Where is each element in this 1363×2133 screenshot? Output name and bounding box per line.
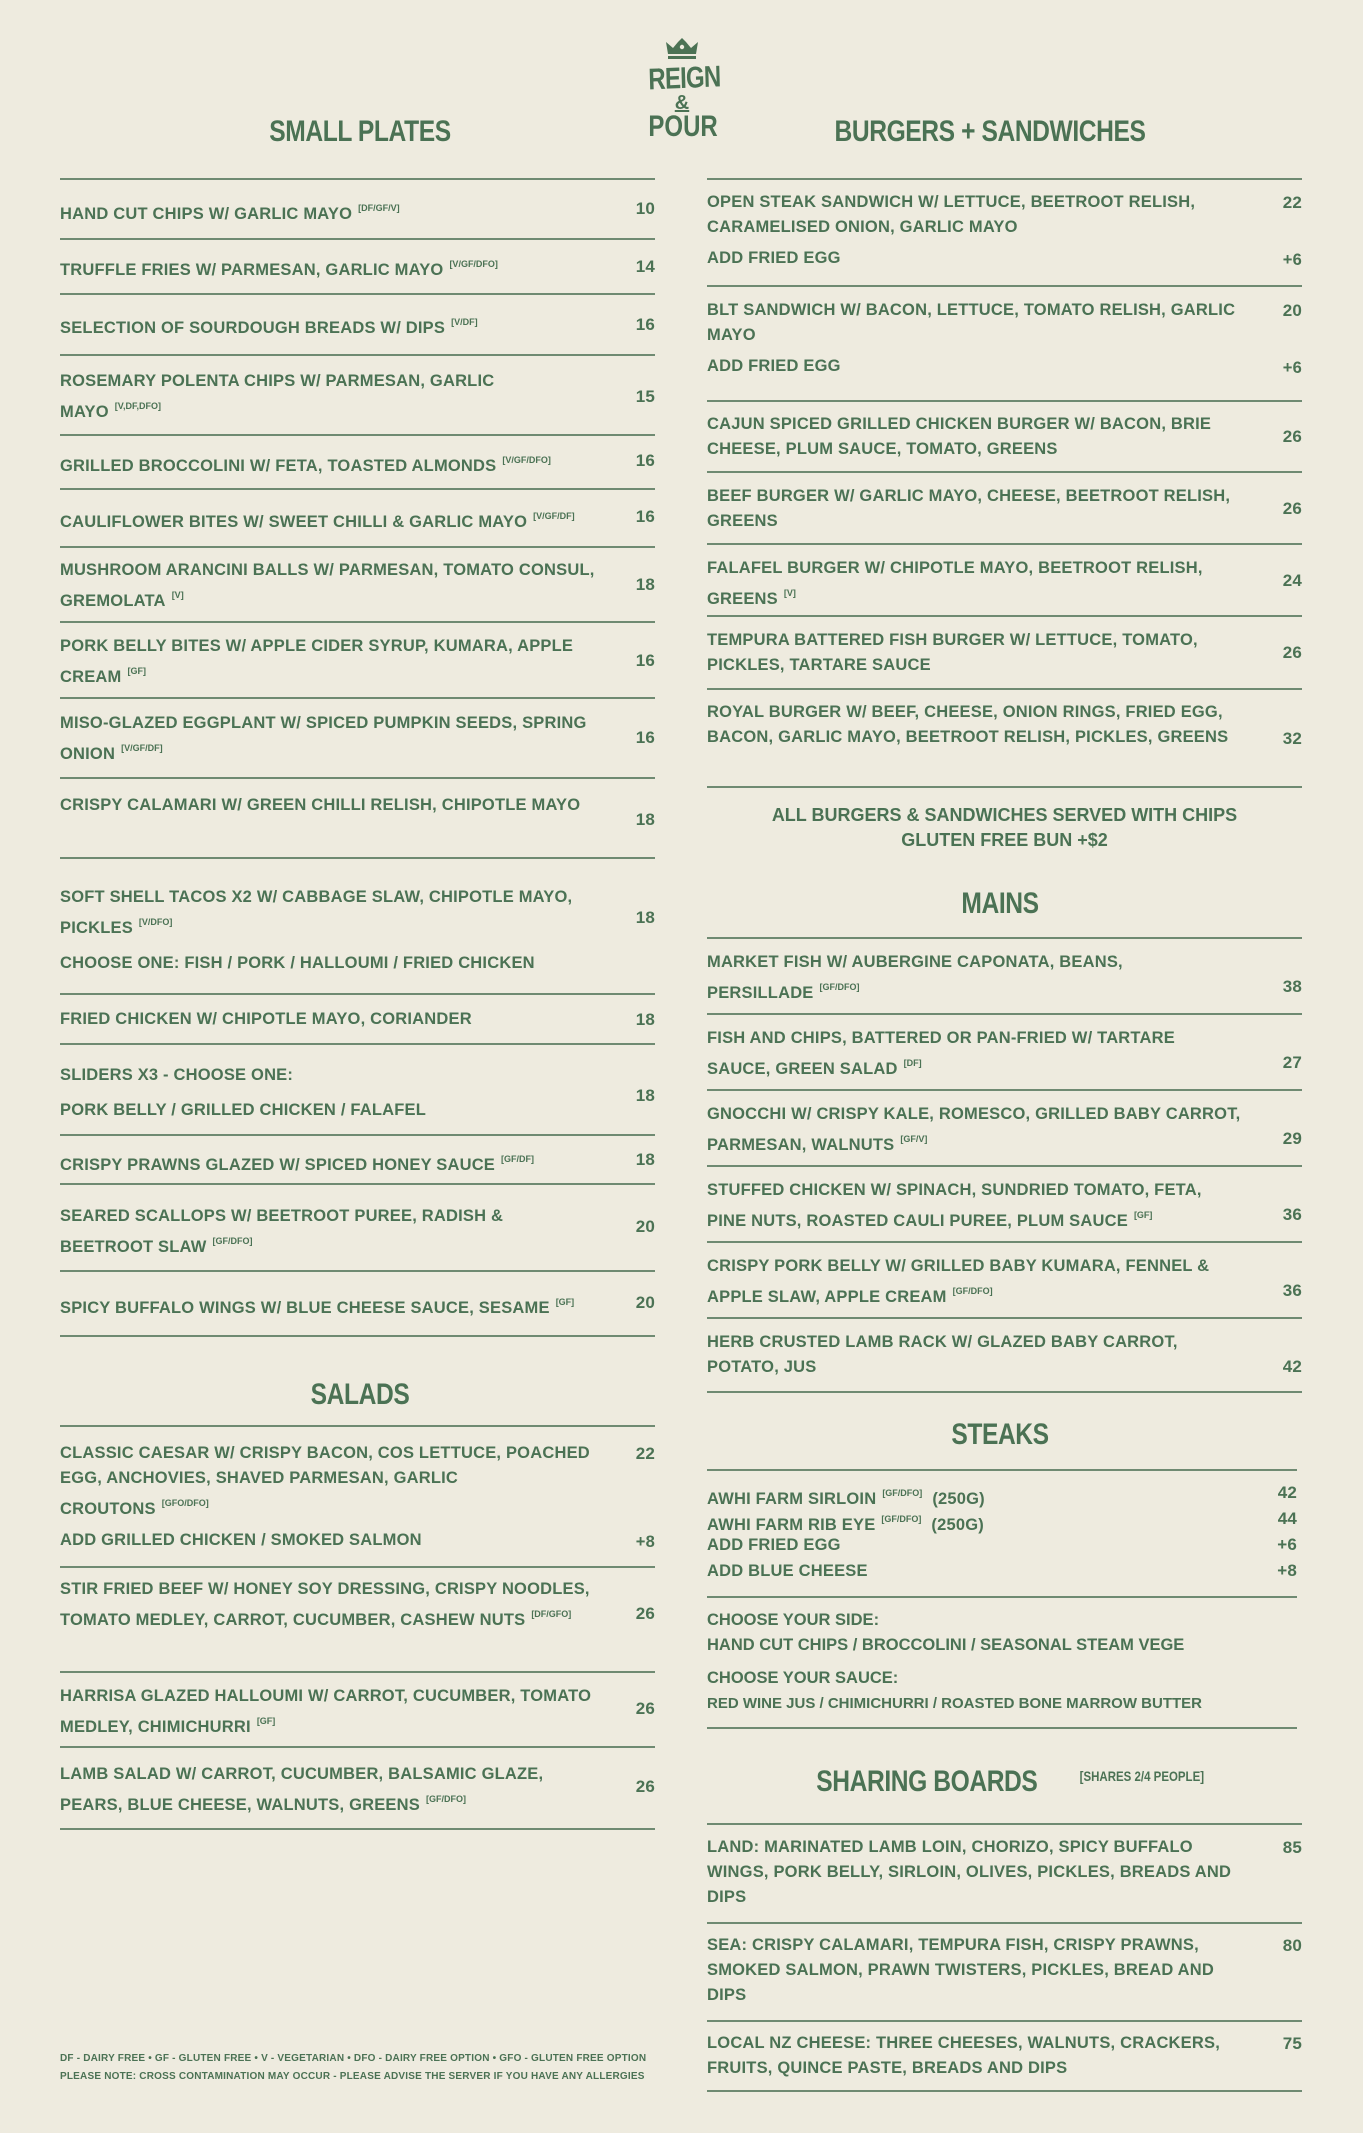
dietary-tag: [V/GF/DFO] bbox=[502, 455, 551, 465]
item-price: 32 bbox=[1282, 729, 1302, 748]
section-title-mains: MAINS bbox=[961, 887, 1039, 920]
side-options: HAND CUT CHIPS / BROCCOLINI / SEASONAL STEAM VEGE bbox=[707, 1636, 1185, 1654]
item-name: SLIDERS X3 - CHOOSE ONE: bbox=[60, 1066, 294, 1084]
item-name: TEMPURA BATTERED FISH BURGER W/ LETTUCE, TOMATO, PICKLES, TARTARE SAUCE bbox=[707, 631, 1198, 674]
item-name: SEARED SCALLOPS W/ BEETROOT PUREE, RADISH & BEETROOT SLAW [GF/DFO] bbox=[60, 1207, 504, 1256]
item-price: 15 bbox=[635, 387, 655, 406]
dietary-tag: [GF/DFO] bbox=[819, 982, 860, 992]
item-name: CAJUN SPICED GRILLED CHICKEN BURGER W/ BACON, BRIE CHEESE, PLUM SAUCE, TOMATO, GREENS bbox=[707, 415, 1212, 458]
menu-item bbox=[60, 310, 655, 341]
item-name: TRUFFLE FRIES W/ PARMESAN, GARLIC MAYO [V/GF/DFO] bbox=[60, 259, 498, 279]
menu-item bbox=[707, 1178, 1302, 1234]
sauce-label: CHOOSE YOUR SAUCE: bbox=[707, 1669, 899, 1687]
menu-item bbox=[60, 196, 655, 227]
burgers-note bbox=[707, 803, 1302, 853]
divider bbox=[60, 1134, 655, 1136]
item-name: FRIED CHICKEN W/ CHIPOTLE MAYO, CORIANDER bbox=[60, 1010, 472, 1028]
divider bbox=[60, 238, 655, 240]
item-price: 27 bbox=[1282, 1053, 1302, 1072]
item-name: CLASSIC CAESAR W/ CRISPY BACON, COS LETTUCE, POACHED EGG, ANCHOVIES, SHAVED PARMESAN, GARLIC CROUTONS [GFO/DFO] bbox=[60, 1444, 590, 1518]
item-price: 18 bbox=[635, 1086, 655, 1105]
item-price: 75 bbox=[1282, 2034, 1302, 2053]
item-price: 26 bbox=[635, 1699, 655, 1718]
menu-item bbox=[707, 1933, 1302, 2008]
menu-item bbox=[60, 711, 655, 767]
divider bbox=[60, 293, 655, 295]
item-weight: (250G) bbox=[931, 1516, 984, 1534]
section-title-steaks: STEAKS bbox=[951, 1418, 1049, 1451]
divider bbox=[707, 1165, 1302, 1167]
brand-name-line1: REIGN bbox=[647, 60, 721, 97]
brand-name-line2: POUR bbox=[648, 110, 718, 143]
addon-price: +6 bbox=[1282, 359, 1302, 377]
dietary-tag: [DF] bbox=[903, 1058, 922, 1068]
sharing-subtitle: [SHARES 2/4 PEOPLE] bbox=[1079, 1768, 1204, 1784]
item-name: CAULIFLOWER BITES W/ SWEET CHILLI & GARLIC MAYO [V/GF/DF] bbox=[60, 511, 575, 531]
menu-item bbox=[60, 1441, 655, 1553]
item-price: 80 bbox=[1282, 1936, 1302, 1955]
menu-item bbox=[60, 1063, 655, 1123]
menu-item bbox=[60, 1290, 655, 1321]
menu-item bbox=[707, 484, 1302, 534]
item-price: 26 bbox=[635, 1777, 655, 1796]
dietary-tag: [GF/V] bbox=[900, 1134, 928, 1144]
item-name: SOFT SHELL TACOS X2 W/ CABBAGE SLAW, CHIPOTLE MAYO, PICKLES [V/DFO] bbox=[60, 888, 573, 937]
item-price: 16 bbox=[635, 451, 655, 470]
dietary-tag: [V/GF/DF] bbox=[121, 743, 163, 753]
item-name: HARRISA GLAZED HALLOUMI W/ CARROT, CUCUMBER, TOMATO MEDLEY, CHIMICHURRI [GF] bbox=[60, 1687, 592, 1736]
dietary-tag: [GF/DFO] bbox=[882, 1488, 923, 1498]
item-name: CRISPY CALAMARI W/ GREEN CHILLI RELISH, CHIPOTLE MAYO bbox=[60, 796, 581, 814]
item-name: MISO-GLAZED EGGPLANT W/ SPICED PUMPKIN SEEDS, SPRING ONION [V/GF/DF] bbox=[60, 714, 587, 763]
divider bbox=[60, 993, 655, 995]
dietary-tag: [GF/DFO] bbox=[425, 1794, 466, 1804]
item-name: LAMB SALAD W/ CARROT, CUCUMBER, BALSAMIC GLAZE, PEARS, BLUE CHEESE, WALNUTS, GREENS [GF/DFO] bbox=[60, 1765, 544, 1814]
item-name: FALAFEL BURGER W/ CHIPOTLE MAYO, BEETROOT RELISH, GREENS [V] bbox=[707, 559, 1203, 608]
dietary-tag: [GFO/DFO] bbox=[161, 1498, 209, 1508]
divider bbox=[707, 285, 1302, 287]
item-addon bbox=[707, 354, 1302, 379]
menu-item bbox=[60, 252, 655, 283]
sauce-options: RED WINE JUS / CHIMICHURRI / ROASTED BONE MARROW BUTTER bbox=[707, 1695, 1202, 1712]
item-price: 10 bbox=[635, 199, 655, 218]
addon-price: +8 bbox=[635, 1533, 655, 1551]
divider bbox=[707, 2090, 1302, 2092]
item-options: PORK BELLY / GRILLED CHICKEN / FALAFEL bbox=[60, 1101, 427, 1119]
dietary-tag: [GF] bbox=[1133, 1210, 1153, 1220]
addon-name: ADD GRILLED CHICKEN / SMOKED SALMON bbox=[60, 1531, 422, 1549]
item-price: 36 bbox=[1282, 1205, 1302, 1224]
item-name: SEA: CRISPY CALAMARI, TEMPURA FISH, CRISPY PRAWNS, SMOKED SALMON, PRAWN TWISTERS, PICKLES, BREAD AND DIPS bbox=[707, 1936, 1214, 2004]
item-name: ADD BLUE CHEESE bbox=[707, 1562, 868, 1580]
item-weight: (250G) bbox=[932, 1490, 985, 1508]
item-price: 16 bbox=[635, 728, 655, 747]
item-price: 18 bbox=[635, 575, 655, 594]
divider bbox=[707, 1922, 1302, 1924]
section-title-small-plates: SMALL PLATES bbox=[269, 115, 451, 148]
divider bbox=[707, 786, 1302, 788]
item-options: CHOOSE ONE: FISH / PORK / HALLOUMI / FRIED CHICKEN bbox=[60, 954, 535, 972]
divider bbox=[707, 1469, 1297, 1471]
dietary-tag: [GF/DFO] bbox=[952, 1286, 993, 1296]
divider bbox=[707, 1596, 1297, 1598]
dietary-tag: [V/GF/DFO] bbox=[449, 259, 498, 269]
addon-price: +6 bbox=[1282, 251, 1302, 269]
divider bbox=[60, 1671, 655, 1673]
menu-item bbox=[707, 950, 1302, 1006]
menu-item bbox=[707, 628, 1302, 678]
dietary-tag: [V,DF,DFO] bbox=[114, 401, 161, 411]
item-price: 44 bbox=[1277, 1509, 1297, 1528]
item-price: 20 bbox=[635, 1217, 655, 1236]
menu-item bbox=[707, 556, 1302, 612]
item-name: LAND: MARINATED LAMB LOIN, CHORIZO, SPICY BUFFALO WINGS, PORK BELLY, SIRLOIN, OLIVES, PICKLES, BREADS AND DIPS bbox=[707, 1838, 1232, 1906]
item-name: HAND CUT CHIPS W/ GARLIC MAYO [DF/GF/V] bbox=[60, 203, 400, 223]
dietary-tag: [GF/DFO] bbox=[881, 1514, 922, 1524]
menu-item bbox=[707, 298, 1302, 379]
divider bbox=[60, 1566, 655, 1568]
item-name: CRISPY PRAWNS GLAZED W/ SPICED HONEY SAUCE [GF/DF] bbox=[60, 1154, 535, 1174]
dietary-tag: [V/DF] bbox=[451, 317, 478, 327]
menu-item bbox=[60, 1007, 655, 1032]
menu-item bbox=[60, 1577, 655, 1633]
item-price: 38 bbox=[1282, 977, 1302, 996]
item-price: 26 bbox=[635, 1604, 655, 1623]
divider bbox=[707, 1241, 1302, 1243]
item-price: +6 bbox=[1277, 1535, 1297, 1554]
section-title-burgers: BURGERS + SANDWICHES bbox=[834, 115, 1146, 148]
item-name: HERB CRUSTED LAMB RACK W/ GLAZED BABY CARROT, POTATO, JUS bbox=[707, 1333, 1178, 1376]
steak-item bbox=[707, 1532, 1297, 1558]
allergy-note: PLEASE NOTE: CROSS CONTAMINATION MAY OCCUR - PLEASE ADVISE THE SERVER IF YOU HAVE ANY ALLERGIES bbox=[60, 2071, 645, 2082]
divider bbox=[707, 1727, 1297, 1729]
item-price: 14 bbox=[635, 257, 655, 276]
divider bbox=[707, 471, 1302, 473]
item-price: 26 bbox=[1282, 499, 1302, 518]
burgers-note-line2: GLUTEN FREE BUN +$2 bbox=[901, 830, 1108, 850]
divider bbox=[60, 1746, 655, 1748]
item-price: 29 bbox=[1282, 1129, 1302, 1148]
dietary-tag: [V] bbox=[171, 590, 184, 600]
divider bbox=[707, 615, 1302, 617]
item-price: 20 bbox=[635, 1293, 655, 1312]
item-price: 16 bbox=[635, 651, 655, 670]
divider bbox=[60, 1270, 655, 1272]
menu-item bbox=[60, 1147, 655, 1178]
menu-item bbox=[707, 2031, 1302, 2081]
divider bbox=[60, 1425, 655, 1427]
side-label: CHOOSE YOUR SIDE: bbox=[707, 1611, 880, 1629]
divider bbox=[707, 400, 1302, 402]
divider bbox=[60, 621, 655, 623]
item-price: 26 bbox=[1282, 427, 1302, 446]
item-name: BEEF BURGER W/ GARLIC MAYO, CHEESE, BEETROOT RELISH, GREENS bbox=[707, 487, 1231, 530]
item-price: 24 bbox=[1282, 571, 1302, 590]
item-name: AWHI FARM RIB EYE bbox=[707, 1516, 876, 1534]
menu-item bbox=[707, 1835, 1302, 1910]
item-name: SELECTION OF SOURDOUGH BREADS W/ DIPS [V/DF] bbox=[60, 317, 478, 337]
menu-item bbox=[60, 1762, 655, 1818]
divider bbox=[60, 354, 655, 356]
divider bbox=[707, 1013, 1302, 1015]
crown-icon bbox=[664, 38, 700, 60]
item-addon bbox=[707, 246, 1302, 271]
section-title-salads: SALADS bbox=[310, 1378, 410, 1411]
item-name: PORK BELLY BITES W/ APPLE CIDER SYRUP, KUMARA, APPLE CREAM [GF] bbox=[60, 637, 574, 686]
item-price: 85 bbox=[1282, 1838, 1302, 1857]
divider bbox=[60, 434, 655, 436]
item-price: 18 bbox=[635, 1150, 655, 1169]
divider bbox=[60, 857, 655, 859]
divider bbox=[707, 1823, 1302, 1825]
item-price: 22 bbox=[1282, 193, 1302, 212]
item-name: STUFFED CHICKEN W/ SPINACH, SUNDRIED TOMATO, FETA, PINE NUTS, ROASTED CAULI PUREE, PLUM SAUCE [GF] bbox=[707, 1181, 1202, 1230]
divider bbox=[707, 1089, 1302, 1091]
divider bbox=[60, 1183, 655, 1185]
dietary-tag: [GF/DF] bbox=[501, 1154, 535, 1164]
allergen-legend: DF - DAIRY FREE • GF - GLUTEN FREE • V - VEGETARIAN • DFO - DAIRY FREE OPTION • GFO - GLUTEN FREE OPTION bbox=[60, 2053, 647, 2064]
menu-item bbox=[707, 1026, 1302, 1082]
menu-item bbox=[60, 504, 655, 535]
divider bbox=[707, 543, 1302, 545]
item-name: ROSEMARY POLENTA CHIPS W/ PARMESAN, GARLIC MAYO [V,DF,DFO] bbox=[60, 372, 495, 421]
dietary-tag: [V/DFO] bbox=[138, 917, 173, 927]
divider bbox=[707, 2020, 1302, 2022]
divider bbox=[60, 1043, 655, 1045]
item-name: LOCAL NZ CHEESE: THREE CHEESES, WALNUTS, CRACKERS, FRUITS, QUINCE PASTE, BREADS AND DIPS bbox=[707, 2034, 1220, 2077]
brand-logo bbox=[640, 38, 724, 141]
divider bbox=[60, 1828, 655, 1830]
item-price: 16 bbox=[635, 507, 655, 526]
item-price: 42 bbox=[1282, 1357, 1302, 1376]
item-name: GNOCCHI W/ CRISPY KALE, ROMESCO, GRILLED BABY CARROT, PARMESAN, WALNUTS [GF/V] bbox=[707, 1105, 1241, 1154]
item-name: AWHI FARM SIRLOIN bbox=[707, 1490, 877, 1508]
divider bbox=[60, 777, 655, 779]
menu-item bbox=[60, 558, 655, 614]
dietary-tag: [GF] bbox=[555, 1297, 575, 1307]
divider bbox=[60, 697, 655, 699]
item-price: 20 bbox=[1282, 301, 1302, 320]
item-price: +8 bbox=[1277, 1561, 1297, 1580]
burgers-note-line1: ALL BURGERS & SANDWICHES SERVED WITH CHIPS bbox=[771, 805, 1238, 825]
item-name: GRILLED BROCCOLINI W/ FETA, TOASTED ALMONDS [V/GF/DFO] bbox=[60, 455, 551, 475]
menu-item bbox=[60, 369, 655, 425]
menu-item bbox=[707, 1102, 1302, 1158]
steak-options bbox=[707, 1608, 1202, 1716]
section-title-sharing: SHARING BOARDS bbox=[815, 1765, 1037, 1798]
item-name: FISH AND CHIPS, BATTERED OR PAN-FRIED W/ TARTARE SAUCE, GREEN SALAD [DF] bbox=[707, 1029, 1175, 1078]
item-price: 16 bbox=[635, 315, 655, 334]
brand-ampersand: & bbox=[674, 92, 690, 114]
menu-item bbox=[707, 1254, 1302, 1310]
dietary-tag: [GF] bbox=[127, 666, 146, 676]
menu-item bbox=[707, 1330, 1302, 1380]
divider bbox=[707, 178, 1302, 180]
divider bbox=[60, 546, 655, 548]
divider bbox=[707, 1391, 1302, 1393]
item-name: STIR FRIED BEEF W/ HONEY SOY DRESSING, CRISPY NOODLES, TOMATO MEDLEY, CARROT, CUCUMBER, CASHEW NUTS [DF/GFO] bbox=[60, 1580, 590, 1629]
divider bbox=[707, 937, 1302, 939]
menu-item bbox=[707, 700, 1302, 750]
addon-name: ADD FRIED EGG bbox=[707, 249, 841, 267]
divider bbox=[60, 488, 655, 490]
divider bbox=[60, 178, 655, 180]
menu-item bbox=[60, 1204, 655, 1260]
item-price: 22 bbox=[635, 1444, 655, 1463]
item-price: 18 bbox=[635, 1010, 655, 1029]
item-name: OPEN STEAK SANDWICH W/ LETTUCE, BEETROOT RELISH, CARAMELISED ONION, GARLIC MAYO bbox=[707, 193, 1196, 236]
item-price: 42 bbox=[1277, 1483, 1297, 1502]
sharing-header bbox=[707, 1765, 1302, 1799]
item-name: MUSHROOM ARANCINI BALLS W/ PARMESAN, TOMATO CONSUL, GREMOLATA [V] bbox=[60, 561, 595, 610]
item-name: SPICY BUFFALO WINGS W/ BLUE CHEESE SAUCE, SESAME [GF] bbox=[60, 1297, 575, 1317]
divider bbox=[60, 1335, 655, 1337]
menu-item bbox=[60, 793, 655, 829]
menu-item bbox=[60, 448, 655, 479]
item-price: 26 bbox=[1282, 643, 1302, 662]
divider bbox=[707, 688, 1302, 690]
menu-item bbox=[60, 634, 655, 690]
item-addon bbox=[60, 1528, 655, 1553]
item-price: 36 bbox=[1282, 1281, 1302, 1300]
item-name: BLT SANDWICH W/ BACON, LETTUCE, TOMATO RELISH, GARLIC MAYO bbox=[707, 301, 1236, 344]
steak-item bbox=[707, 1558, 1297, 1584]
item-name: ADD FRIED EGG bbox=[707, 1536, 841, 1554]
item-name: CRISPY PORK BELLY W/ GRILLED BABY KUMARA, FENNEL & APPLE SLAW, APPLE CREAM [GF/DFO] bbox=[707, 1257, 1210, 1306]
menu-item bbox=[60, 1684, 655, 1740]
dietary-tag: [DF/GF/V] bbox=[358, 203, 400, 213]
dietary-tag: [V/GF/DF] bbox=[533, 511, 575, 521]
allergen-footer bbox=[60, 2050, 646, 2086]
item-price: 18 bbox=[635, 908, 655, 927]
dietary-tag: [GF/DFO] bbox=[212, 1236, 253, 1246]
item-name: ROYAL BURGER W/ BEEF, CHEESE, ONION RINGS, FRIED EGG, BACON, GARLIC MAYO, BEETROOT RELISH, PICKLES, GREENS bbox=[707, 703, 1229, 746]
dietary-tag: [V] bbox=[783, 588, 796, 598]
item-price: 18 bbox=[635, 810, 655, 829]
item-name: MARKET FISH W/ AUBERGINE CAPONATA, BEANS, PERSILLADE [GF/DFO] bbox=[707, 953, 1123, 1002]
menu-item bbox=[60, 885, 655, 976]
divider bbox=[707, 1317, 1302, 1319]
menu-item bbox=[707, 412, 1302, 462]
addon-name: ADD FRIED EGG bbox=[707, 357, 841, 375]
menu-item bbox=[707, 190, 1302, 271]
dietary-tag: [GF] bbox=[256, 1716, 276, 1726]
dietary-tag: [DF/GFO] bbox=[531, 1609, 572, 1619]
